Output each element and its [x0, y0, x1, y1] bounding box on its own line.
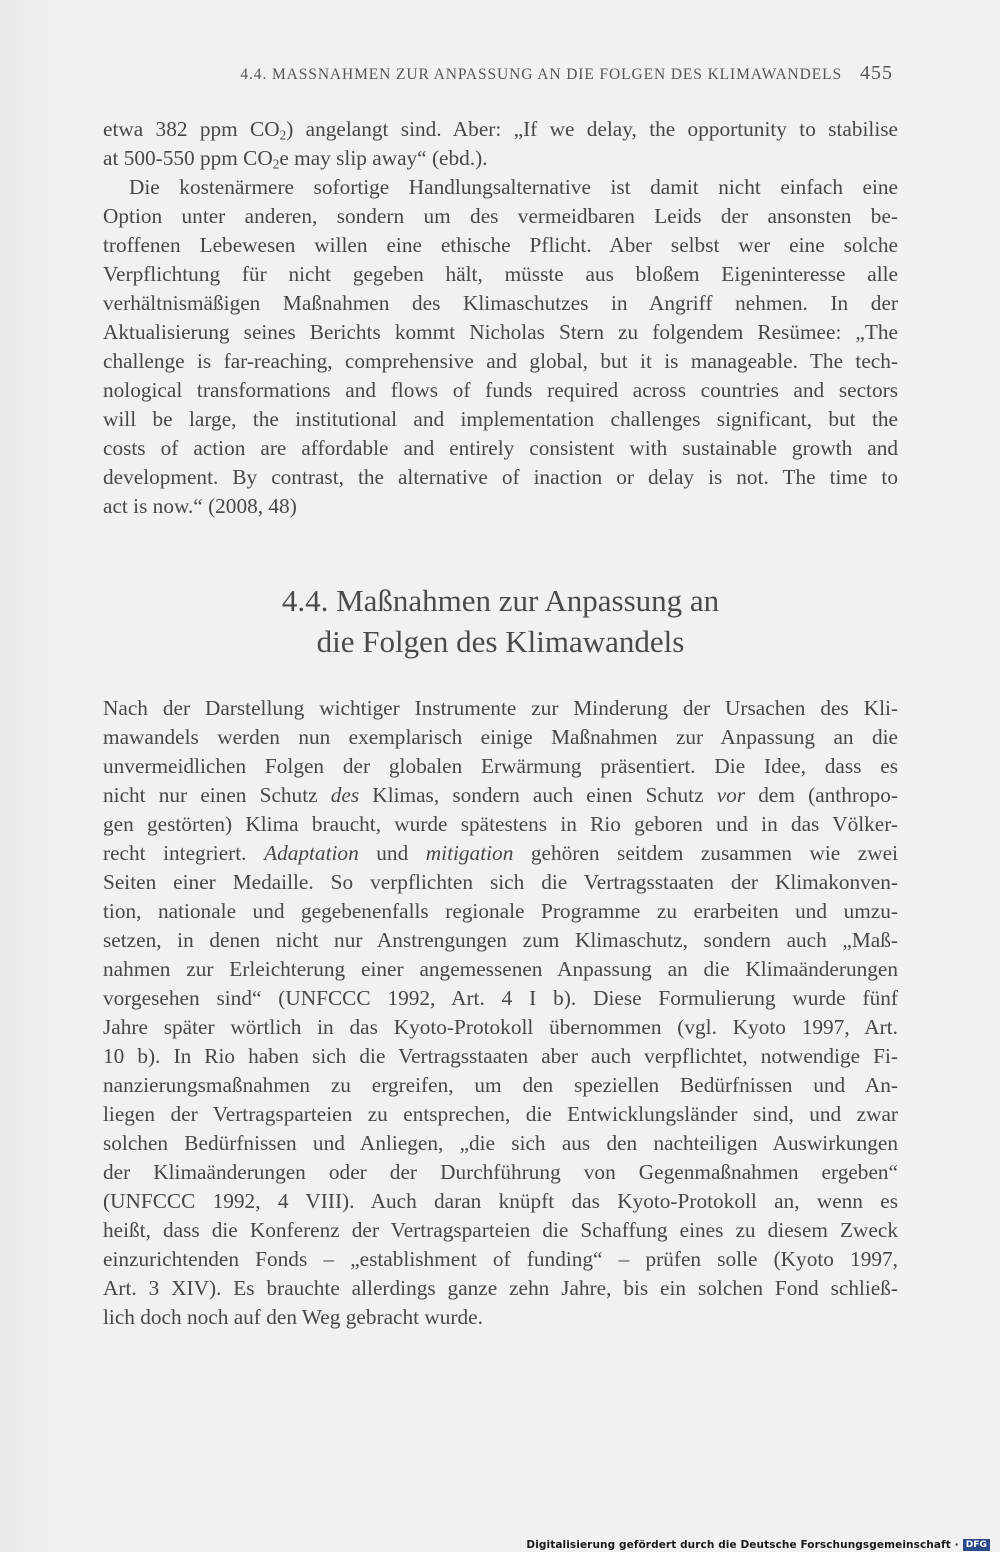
text-line: will be large, the institutional and implementation challenges significant, but the: [103, 407, 898, 431]
text-line: heißt, dass die Konferenz der Vertragsparteien die Schaffung eines zu diesem Zweck: [103, 1218, 898, 1242]
running-head: [103, 62, 893, 85]
text-line: challenge is far-reaching, comprehensive and global, but it is manageable. The tech-: [103, 349, 898, 373]
text-line: costs of action are affordable and entirely consistent with sustainable growth and: [103, 436, 898, 460]
text-line: lich doch noch auf den Weg gebracht wurde.: [103, 1305, 483, 1329]
text-line: Seiten einer Medaille. So verpflichten sich die Vertragsstaaten der Klimakonven-: [103, 870, 898, 894]
paragraph-stern-quote: [103, 173, 898, 521]
text-line: der Klimaänderungen oder der Durchführung von Gegenmaßnahmen ergeben“: [103, 1160, 898, 1184]
text-line: [103, 144, 898, 173]
text-fragment: und: [358, 841, 426, 865]
text-line: (UNFCCC 1992, 4 VIII). Auch daran knüpft das Kyoto-Protokoll an, wenn es: [103, 1189, 898, 1213]
text-fragment: Klimas, sondern auch einen Schutz: [359, 783, 717, 807]
text-fragment: dem (anthropo-: [745, 783, 899, 807]
text-line: tion, nationale und gegebenenfalls regionale Programme zu erarbeiten und umzu-: [103, 899, 898, 923]
text-line: [103, 839, 898, 868]
emphasis: des: [330, 783, 360, 807]
running-head-title: 4.4. MASSNAHMEN ZUR ANPASSUNG AN DIE FOLGEN DES KLIMAWANDELS: [240, 66, 842, 83]
digitization-credit: [526, 1539, 990, 1551]
text-line: Jahre später wörtlich in das Kyoto-Protokoll übernommen (vgl. Kyoto 1997, Art.: [103, 1015, 898, 1039]
text-line: liegen der Vertragsparteien zu entsprechen, die Entwicklungsländer sind, und zwar: [103, 1102, 898, 1126]
text-line: [103, 115, 898, 144]
text-line: nological transformations and flows of funds required across countries and sectors: [103, 378, 898, 402]
text-line: solchen Bedürfnissen und Anliegen, „die sich aus den nachteiligen Auswirkungen: [103, 1131, 898, 1155]
text-line: Verpflichtung für nicht gegeben hält, müsste aus bloßem Eigeninteresse alle: [103, 262, 898, 286]
section-heading-line: die Folgen des Klimawandels: [316, 624, 685, 659]
text-line: troffenen Lebewesen willen eine ethische Pflicht. Aber selbst wer eine solche: [103, 233, 898, 257]
text-line: Aktualisierung seines Berichts kommt Nicholas Stern zu folgendem Resümee: „The: [103, 320, 898, 344]
section-heading-line: 4.4. Maßnahmen zur Anpassung an: [281, 583, 720, 618]
text-line: [103, 781, 898, 810]
text-fragment: etwa 382 ppm CO: [103, 117, 280, 141]
text-line: vorgesehen sind“ (UNFCCC 1992, Art. 4 I b). Diese Formulierung wurde fünf: [103, 986, 898, 1010]
subscript: 2: [272, 156, 280, 172]
text-line: unvermeidlichen Folgen der globalen Erwärmung präsentiert. Die Idee, dass es: [103, 754, 898, 778]
subscript: 2: [279, 127, 287, 143]
text-line: Nach der Darstellung wichtiger Instrumente zur Minderung der Ursachen des Kli-: [103, 696, 898, 720]
emphasis: Adaptation: [264, 841, 359, 865]
dfg-logo: DFG: [963, 1539, 990, 1551]
section-heading: [103, 580, 898, 662]
text-line: development. By contrast, the alternative of inaction or delay is not. The time to: [103, 465, 898, 489]
text-line: 10 b). In Rio haben sich die Vertragsstaaten aber auch verpflichtet, notwendige Fi-: [103, 1044, 898, 1068]
paragraph-continuation: [103, 115, 898, 173]
text-line: einzurichtenden Fonds – „establishment of funding“ – prüfen solle (Kyoto 1997,: [103, 1247, 898, 1271]
text-line: Art. 3 XIV). Es brauchte allerdings ganze zehn Jahre, bis ein solchen Fond schließ-: [103, 1276, 898, 1300]
text-fragment: nicht nur einen Schutz: [103, 783, 331, 807]
text-line: verhältnismäßigen Maßnahmen des Klimaschutzes in Angriff nehmen. In der: [103, 291, 898, 315]
emphasis: vor: [716, 783, 746, 807]
text-line: Die kostenärmere sofortige Handlungsalternative ist damit nicht einfach eine: [129, 175, 898, 199]
text-fragment: ) angelangt sind. Aber: „If we delay, the opportunity to stabilise: [286, 117, 898, 141]
text-fragment: e may slip away“ (ebd.).: [279, 146, 488, 170]
credit-text: Digitalisierung gefördert durch die Deutsche Forschungsgemeinschaft ·: [526, 1539, 959, 1551]
emphasis: mitigation: [425, 841, 514, 865]
text-fragment: at 500-550 ppm CO: [103, 146, 273, 170]
text-line: setzen, in denen nicht nur Anstrengungen zum Klimaschutz, sondern auch „Maß-: [103, 928, 898, 952]
text-line: mawandels werden nun exemplarisch einige Maßnahmen zur Anpassung an die: [103, 725, 898, 749]
text-line: nanzierungsmaßnahmen zu ergreifen, um den speziellen Bedürfnissen und An-: [103, 1073, 898, 1097]
text-fragment: recht integriert.: [103, 841, 265, 865]
text-line: nahmen zur Erleichterung einer angemessenen Anpassung an die Klimaänderungen: [103, 957, 898, 981]
text-line: gen gestörten) Klima braucht, wurde spätestens in Rio geboren und in das Völker-: [103, 812, 898, 836]
page-number: 455: [860, 62, 893, 84]
text-line: Option unter anderen, sondern um des vermeidbaren Leids der ansonsten be-: [103, 204, 898, 228]
text-fragment: gehören seitdem zusammen wie zwei: [513, 841, 898, 865]
paragraph-adaptation: [103, 694, 898, 1332]
text-line: act is now.“ (2008, 48): [103, 494, 297, 518]
